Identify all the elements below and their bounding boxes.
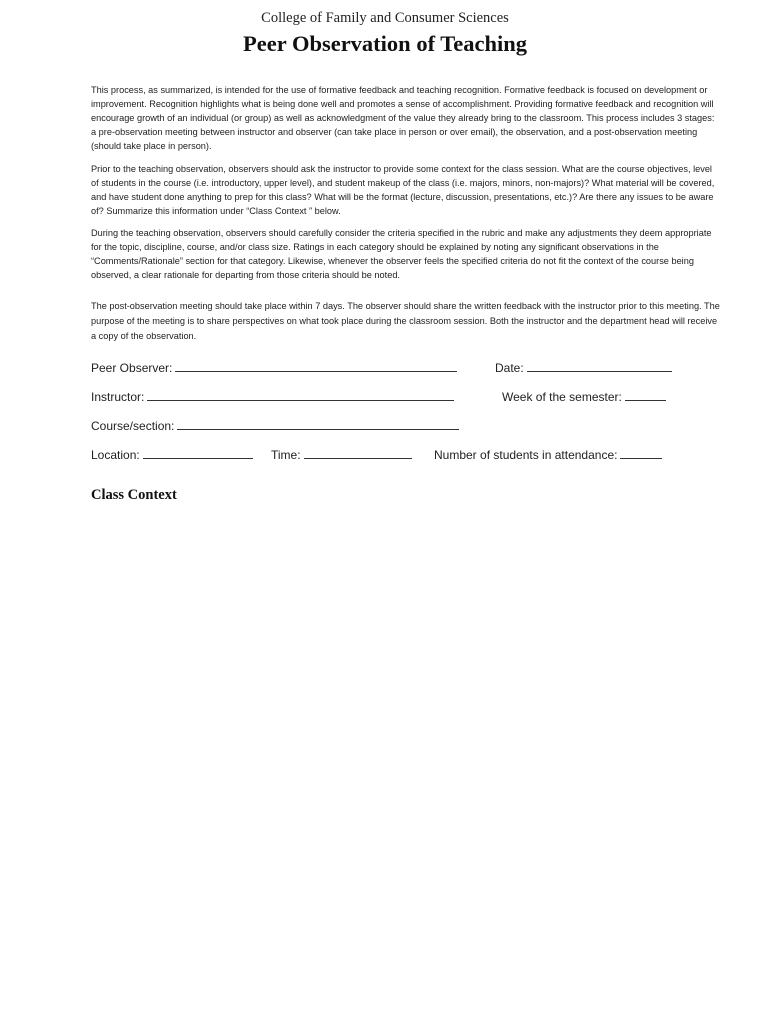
- post-observation-paragraph: The post-observation meeting should take place within 7 days. The observer should share the written feedback with the instructor prior to this meeting. The purpose of the meeting is to share perspectives on what took place during the classroom session. Both the instructor and the department head will receive a copy of the observation.: [91, 301, 720, 341]
- page-title: Peer Observation of Teaching: [243, 31, 527, 56]
- peer-observer-label: Peer Observer:: [91, 361, 173, 375]
- course-section-row: [91, 418, 459, 433]
- pre-observation-paragraph: Prior to the teaching observation, observers should ask the instructor to provide some context for the class session. What are the course objectives, level of students in the course (i.e. introductory, upper level), and student makeup of the class (i.e. majors, minors, non-majors)? What material will be covered, and have student done anything to prep for this class? What will be the format (lecture, discussion, presentations, etc.)? Are there any issues to be aware of? Summarize this information under “Class Context ” below.: [91, 164, 715, 216]
- week-row: [502, 389, 666, 404]
- week-field[interactable]: [625, 389, 666, 401]
- date-label: Date:: [495, 361, 524, 375]
- instructor-row: [91, 389, 454, 404]
- peer-observer-field[interactable]: [175, 360, 457, 372]
- attendance-field[interactable]: [620, 447, 662, 459]
- peer-observer-row: [91, 360, 457, 375]
- course-section-label: Course/section:: [91, 419, 175, 433]
- time-label: Time:: [271, 448, 301, 462]
- location-label: Location:: [91, 448, 140, 462]
- intro-paragraph: This process, as summarized, is intended for the use of formative feedback and teaching recognition. Formative feedback is focused on development or improvement. Recognition highlights what is being done well and promotes a sense of accomplishment. Providing formative feedback and recognition will encourage growth of an individual (or group) as well as acknowledgment of the value they already bring to the classroom. This process includes 3 stages: a pre-observation meeting between instructor and observer (can take place in person or over email), the observation, and a post-observation meeting (should take place in person).: [91, 85, 715, 151]
- observation-paragraph: During the teaching observation, observers should carefully consider the criteria specified in the rubric and make any adjustments they deem appropriate for the topic, discipline, course, and/or class size. Ratings in each category should be explained by noting any significant observations in the “Comments/Rationale” section for that category. Likewise, whenever the observer feels the specified criteria do not fit the context of the course being observed, a clear rationale for departing from those criteria should be noted.: [91, 228, 712, 280]
- college-name: College of Family and Consumer Sciences: [261, 10, 509, 26]
- date-field[interactable]: [527, 360, 672, 372]
- attendance-row: [434, 447, 662, 462]
- date-row: [495, 360, 672, 375]
- week-label: Week of the semester:: [502, 390, 622, 404]
- location-row: [91, 447, 253, 462]
- time-row: [271, 447, 412, 462]
- time-field[interactable]: [304, 447, 412, 459]
- instructor-label: Instructor:: [91, 390, 145, 404]
- instructor-field[interactable]: [147, 389, 454, 401]
- course-section-field[interactable]: [177, 418, 459, 430]
- class-context-heading: Class Context: [91, 487, 177, 503]
- location-field[interactable]: [143, 447, 253, 459]
- attendance-label: Number of students in attendance:: [434, 448, 618, 462]
